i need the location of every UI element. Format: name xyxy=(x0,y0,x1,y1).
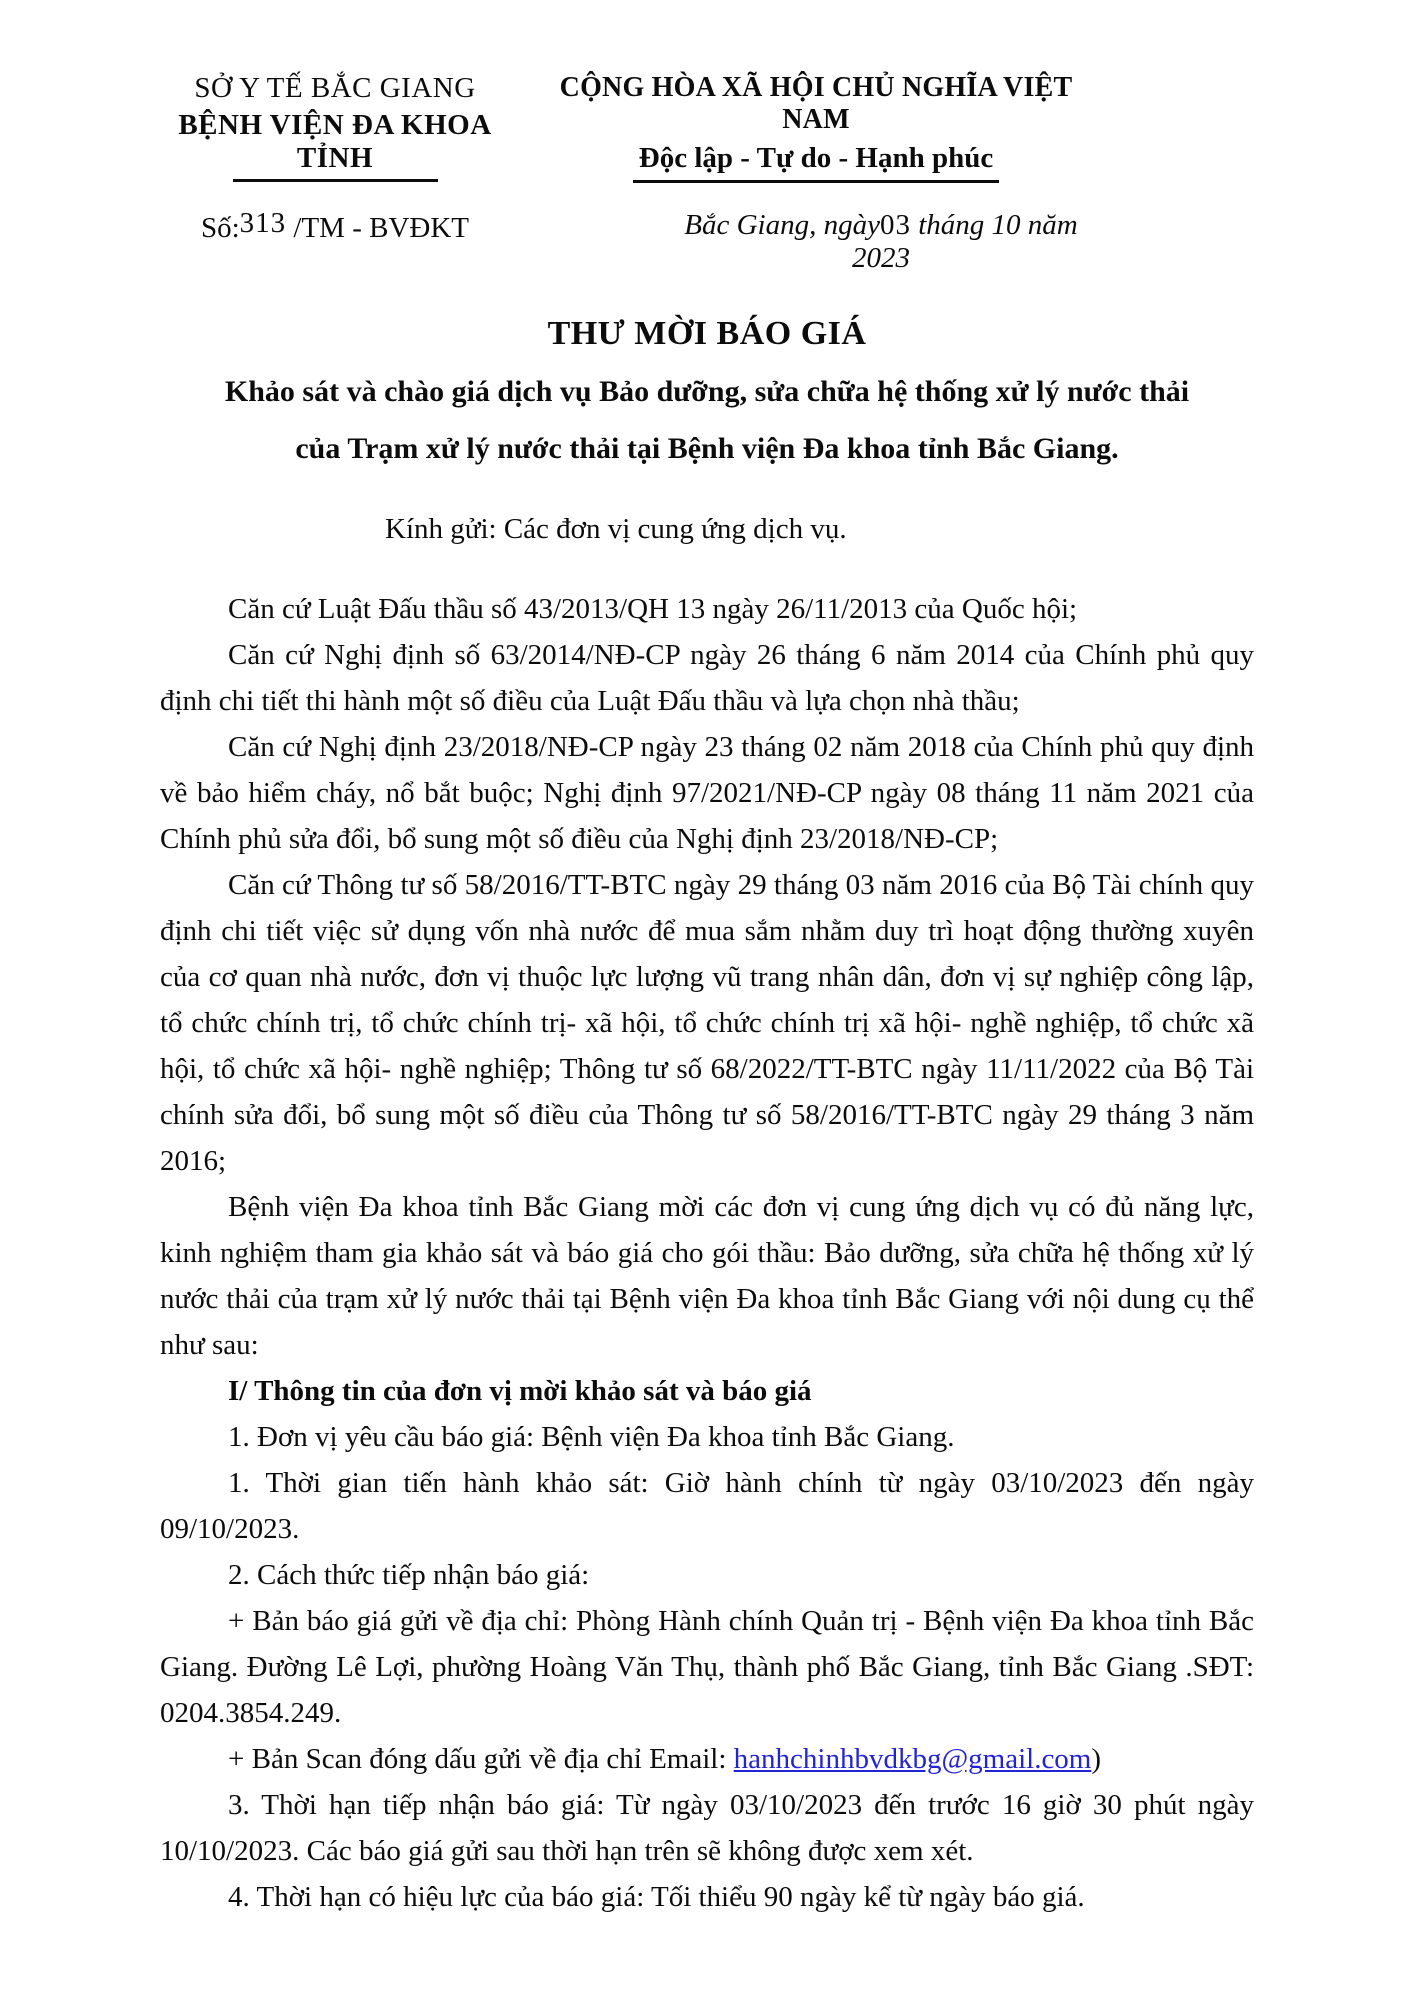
legal-basis-paragraph: Căn cứ Thông tư số 58/2016/TT-BTC ngày 29 tháng 03 năm 2016 của Bộ Tài chính quy định chi tiết việc sử dụng vốn nhà nước để mua sắm nhằm duy trì hoạt động thường xuyên của cơ quan nhà nước, đơn vị thuộc lực lượng vũ trang nhân dân, đơn vị sự nghiệp công lập, tổ chức chính trị, tổ chức chính trị- xã hội, tổ chức chính trị xã hội- nghề nghiệp, tổ chức xã hội, tổ chức xã hội- nghề nghiệp; Thông tư số 68/2022/TT-BTC ngày 11/11/2022 của Bộ Tài chính sửa đổi, bổ sung một số điều của Thông tư số 58/2016/TT-BTC ngày 29 tháng 3 năm 2016; xyxy=(160,869,1254,1177)
header-national-block xyxy=(536,72,1096,275)
doc-number-suffix: /TM - BVĐKT xyxy=(286,212,470,244)
email-line-suffix: ) xyxy=(1091,1743,1102,1775)
issuer-underline-rule xyxy=(233,179,438,182)
header-issuer-block xyxy=(160,72,510,245)
issue-date-line xyxy=(666,209,1096,275)
list-item: 2. Cách thức tiếp nhận báo giá: xyxy=(228,1559,590,1591)
subtitle-line-1: Khảo sát và chào giá dịch vụ Bảo dưỡng, sửa chữa hệ thống xử lý nước thải xyxy=(224,375,1190,408)
email-line-prefix: + Bản Scan đóng dấu gửi về địa chỉ Email: xyxy=(228,1743,734,1775)
subtitle-line-2: của Trạm xử lý nước thải tại Bệnh viện Đa khoa tỉnh Bắc Giang. xyxy=(295,432,1119,465)
document-number xyxy=(160,207,510,245)
parent-org-name: SỞ Y TẾ BẮC GIANG xyxy=(194,72,476,104)
doc-number-value: 313 xyxy=(239,207,287,239)
legal-basis-paragraph: Căn cứ Luật Đấu thầu số 43/2013/QH 13 ngày 26/11/2013 của Quốc hội; xyxy=(228,593,1078,625)
national-motto-text: Độc lập - Tự do - Hạnh phúc xyxy=(633,142,1000,183)
date-day-value: 03 xyxy=(879,209,911,241)
list-item: 1. Thời gian tiến hành khảo sát: Giờ hành chính từ ngày 03/10/2023 đến ngày 09/10/2023. xyxy=(160,1467,1254,1545)
legal-basis-paragraph: Căn cứ Nghị định số 63/2014/NĐ-CP ngày 26 tháng 6 năm 2014 của Chính phủ quy định chi tiết thi hành một số điều của Luật Đấu thầu và lựa chọn nhà thầu; xyxy=(160,639,1254,717)
date-place-prefix: Bắc Giang, ngày xyxy=(684,209,880,241)
document-subtitle xyxy=(160,363,1254,477)
doc-number-prefix: Số: xyxy=(200,212,240,244)
section-heading: I/ Thông tin của đơn vị mời khảo sát và báo giá xyxy=(228,1375,812,1407)
list-item: 4. Thời hạn có hiệu lực của báo giá: Tối thiểu 90 ngày kể từ ngày báo giá. xyxy=(228,1881,1085,1913)
list-item-email xyxy=(160,1736,1254,1782)
document-header xyxy=(160,72,1254,275)
document-title: THƯ MỜI BÁO GIÁ xyxy=(547,315,867,352)
date-month-year: tháng 10 năm 2023 xyxy=(852,209,1078,274)
list-item: 3. Thời hạn tiếp nhận báo giá: Từ ngày 03/10/2023 đến trước 16 giờ 30 phút ngày 10/10/2023. Các báo giá gửi sau thời hạn trên sẽ không được xem xét. xyxy=(160,1789,1254,1867)
invitation-paragraph: Bệnh viện Đa khoa tỉnh Bắc Giang mời các đơn vị cung ứng dịch vụ có đủ năng lực, kinh nghiệm tham gia khảo sát và báo giá cho gói thầu: Bảo dưỡng, sửa chữa hệ thống xử lý nước thải của trạm xử lý nước thải tại Bệnh viện Đa khoa tỉnh Bắc Giang với nội dung cụ thể như sau: xyxy=(160,1191,1254,1361)
national-title: CỘNG HÒA XÃ HỘI CHỦ NGHĨA VIỆT NAM xyxy=(559,72,1073,135)
list-item: 1. Đơn vị yêu cầu báo giá: Bệnh viện Đa khoa tỉnh Bắc Giang. xyxy=(228,1421,955,1453)
list-item: + Bản báo giá gửi về địa chỉ: Phòng Hành chính Quản trị - Bệnh viện Đa khoa tỉnh Bắc Giang. Đường Lê Lợi, phường Hoàng Văn Thụ, thành phố Bắc Giang, tỉnh Bắc Giang .SĐT: 0204.3854.249. xyxy=(160,1605,1254,1729)
national-motto xyxy=(536,142,1096,183)
issuing-org-name: BỆNH VIỆN ĐA KHOA TỈNH xyxy=(178,109,492,174)
document-body xyxy=(160,586,1254,1920)
email-link[interactable]: hanhchinhbvdkbg@gmail.com xyxy=(733,1743,1092,1775)
salutation-line: Kính gửi: Các đơn vị cung ứng dịch vụ. xyxy=(385,513,847,545)
legal-basis-paragraph: Căn cứ Nghị định 23/2018/NĐ-CP ngày 23 tháng 02 năm 2018 của Chính phủ quy định về bảo hiểm cháy, nổ bắt buộc; Nghị định 97/2021/NĐ-CP ngày 08 tháng 11 năm 2021 của Chính phủ sửa đổi, bổ sung một số điều của Nghị định 23/2018/NĐ-CP; xyxy=(160,731,1254,855)
